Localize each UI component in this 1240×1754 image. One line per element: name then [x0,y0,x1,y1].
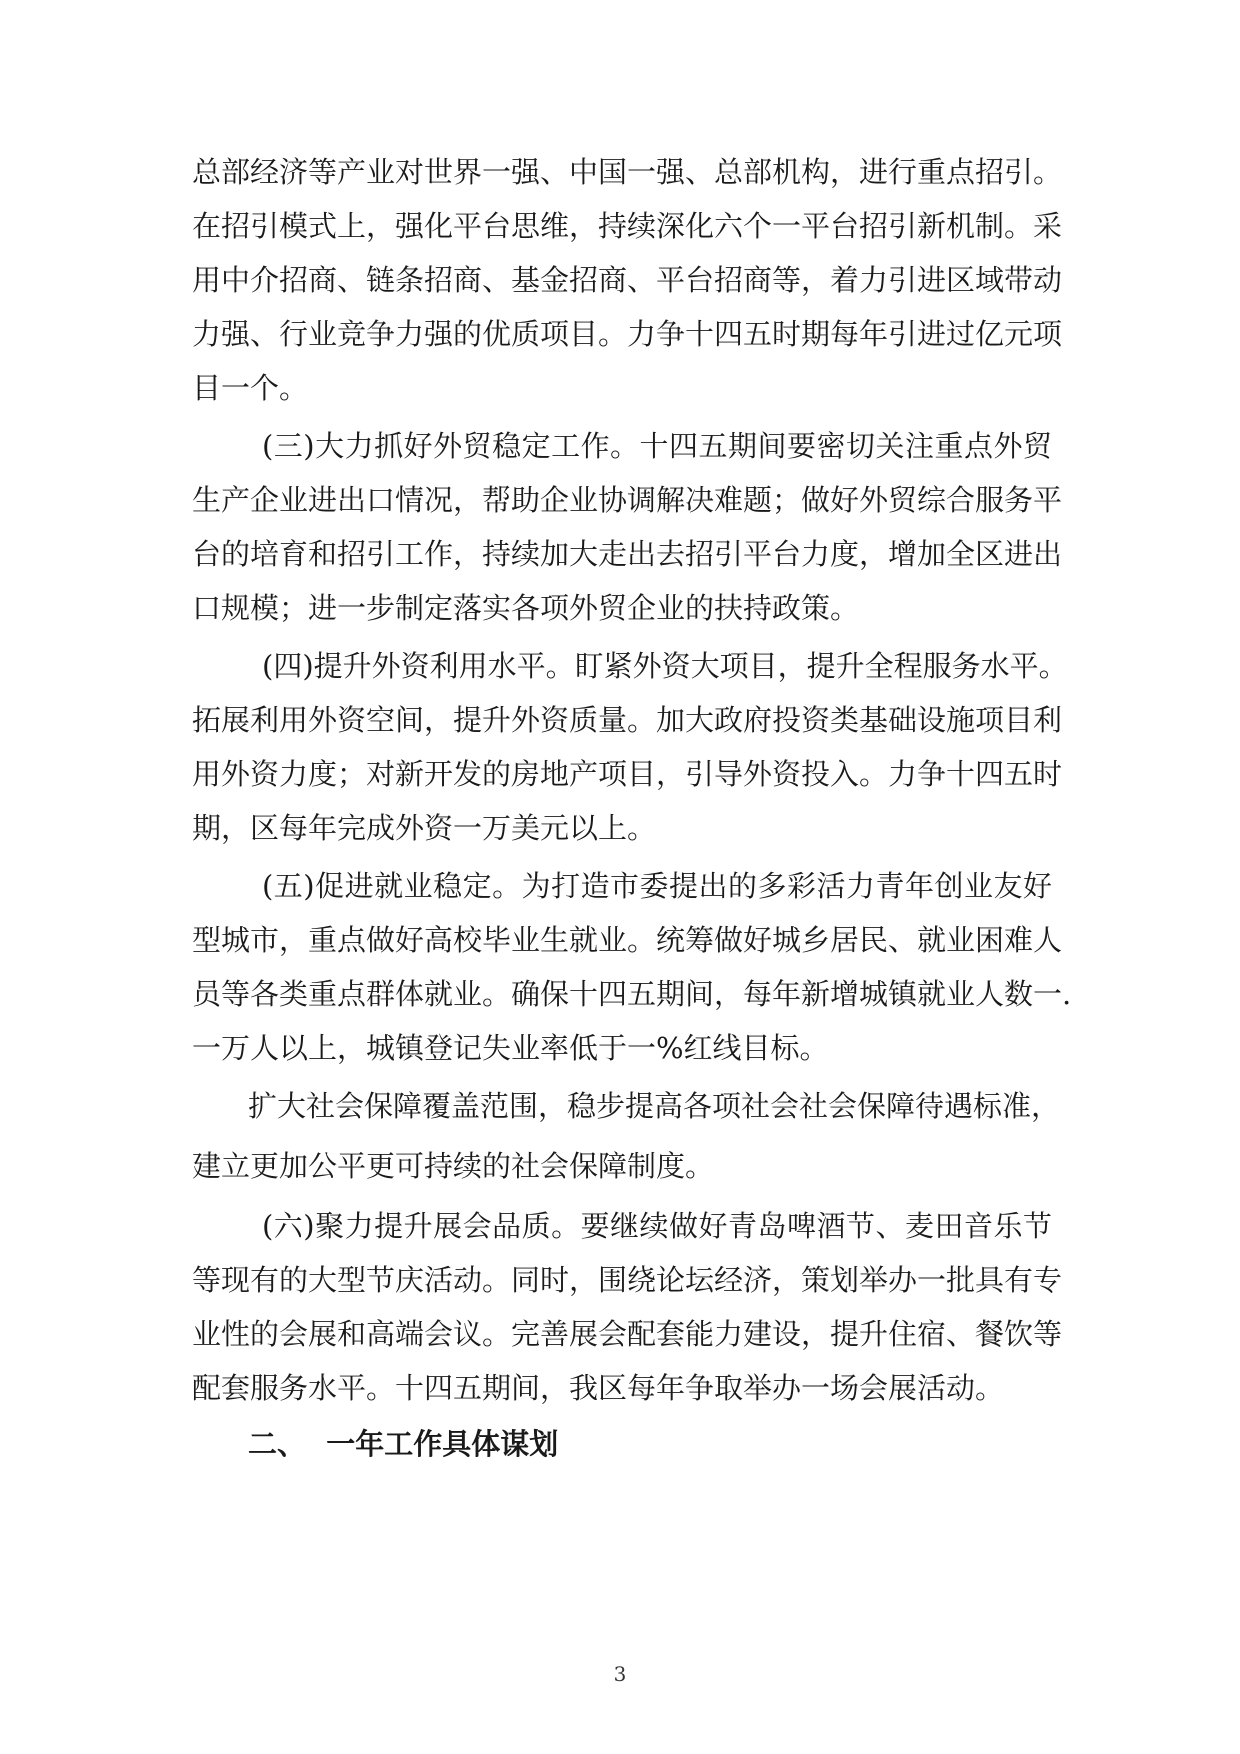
section-heading: 二、 一年工作具体谋划 [248,1427,559,1461]
body-text-line: 配套服务水平。十四五期间，我区每年争取举办一场会展活动。 [192,1371,1005,1405]
body-text-line: 期，区每年完成外资一万美元以上。 [192,811,657,845]
body-text-line: 拓展利用外资空间，提升外资质量。加大政府投资类基础设施项目利 [192,703,1063,737]
body-text-line: 台的培育和招引工作，持续加大走出去招引平台力度，增加全区进出 [192,537,1063,571]
section-3-paragraph-start: (三)大力抓好外贸稳定工作。十四五期间要密切关注重点外贸 [262,429,1052,463]
body-text-line: 力强、行业竞争力强的优质项目。力争十四五时期每年引进过亿元项 [192,317,1063,351]
body-text-line: 等现有的大型节庆活动。同时，围绕论坛经济，策划举办一批具有专 [192,1263,1063,1297]
body-text-line: 生产企业进出口情况，帮助企业协调解决难题；做好外贸综合服务平 [192,483,1063,517]
body-text-line: 型城市，重点做好高校毕业生就业。统筹做好城乡居民、就业困难人 [192,923,1063,957]
body-text-line: 业性的会展和高端会议。完善展会配套能力建设，提升住宿、餐饮等 [192,1317,1063,1351]
body-text-line: 口规模；进一步制定落实各项外贸企业的扶持政策。 [192,591,860,625]
body-text-line: 总部经济等产业对世界一强、中国一强、总部机构，进行重点招引。 [192,155,1063,189]
section-6-paragraph-start: (六)聚力提升展会品质。要继续做好青岛啤酒节、麦田音乐节 [262,1209,1052,1243]
body-text-line: 一万人以上，城镇登记失业率低于一%红线目标。 [192,1031,829,1065]
social-security-paragraph-start: 扩大社会保障覆盖范围，稳步提高各项社会社会保障待遇标准， [248,1089,1061,1123]
body-text-line: 目一个。 [192,371,309,405]
section-4-paragraph-start: (四)提升外资利用水平。盯紧外资大项目，提升全程服务水平。 [262,649,1068,683]
body-text-line: 在招引模式上，强化平台思维，持续深化六个一平台招引新机制。采 [192,209,1063,243]
body-text-line: 用外资力度；对新开发的房地产项目，引导外资投入。力争十四五时 [192,757,1063,791]
body-text-line: 员等各类重点群体就业。确保十四五期间，每年新增城镇就业人数一. [192,977,1072,1011]
page-number: 3 [613,1662,627,1686]
body-text-line: 用中介招商、链条招商、基金招商、平台招商等，着力引进区域带动 [192,263,1063,297]
body-text-line: 建立更加公平更可持续的社会保障制度。 [192,1149,715,1183]
section-5-paragraph-start: (五)促进就业稳定。为打造市委提出的多彩活力青年创业友好 [262,869,1052,903]
